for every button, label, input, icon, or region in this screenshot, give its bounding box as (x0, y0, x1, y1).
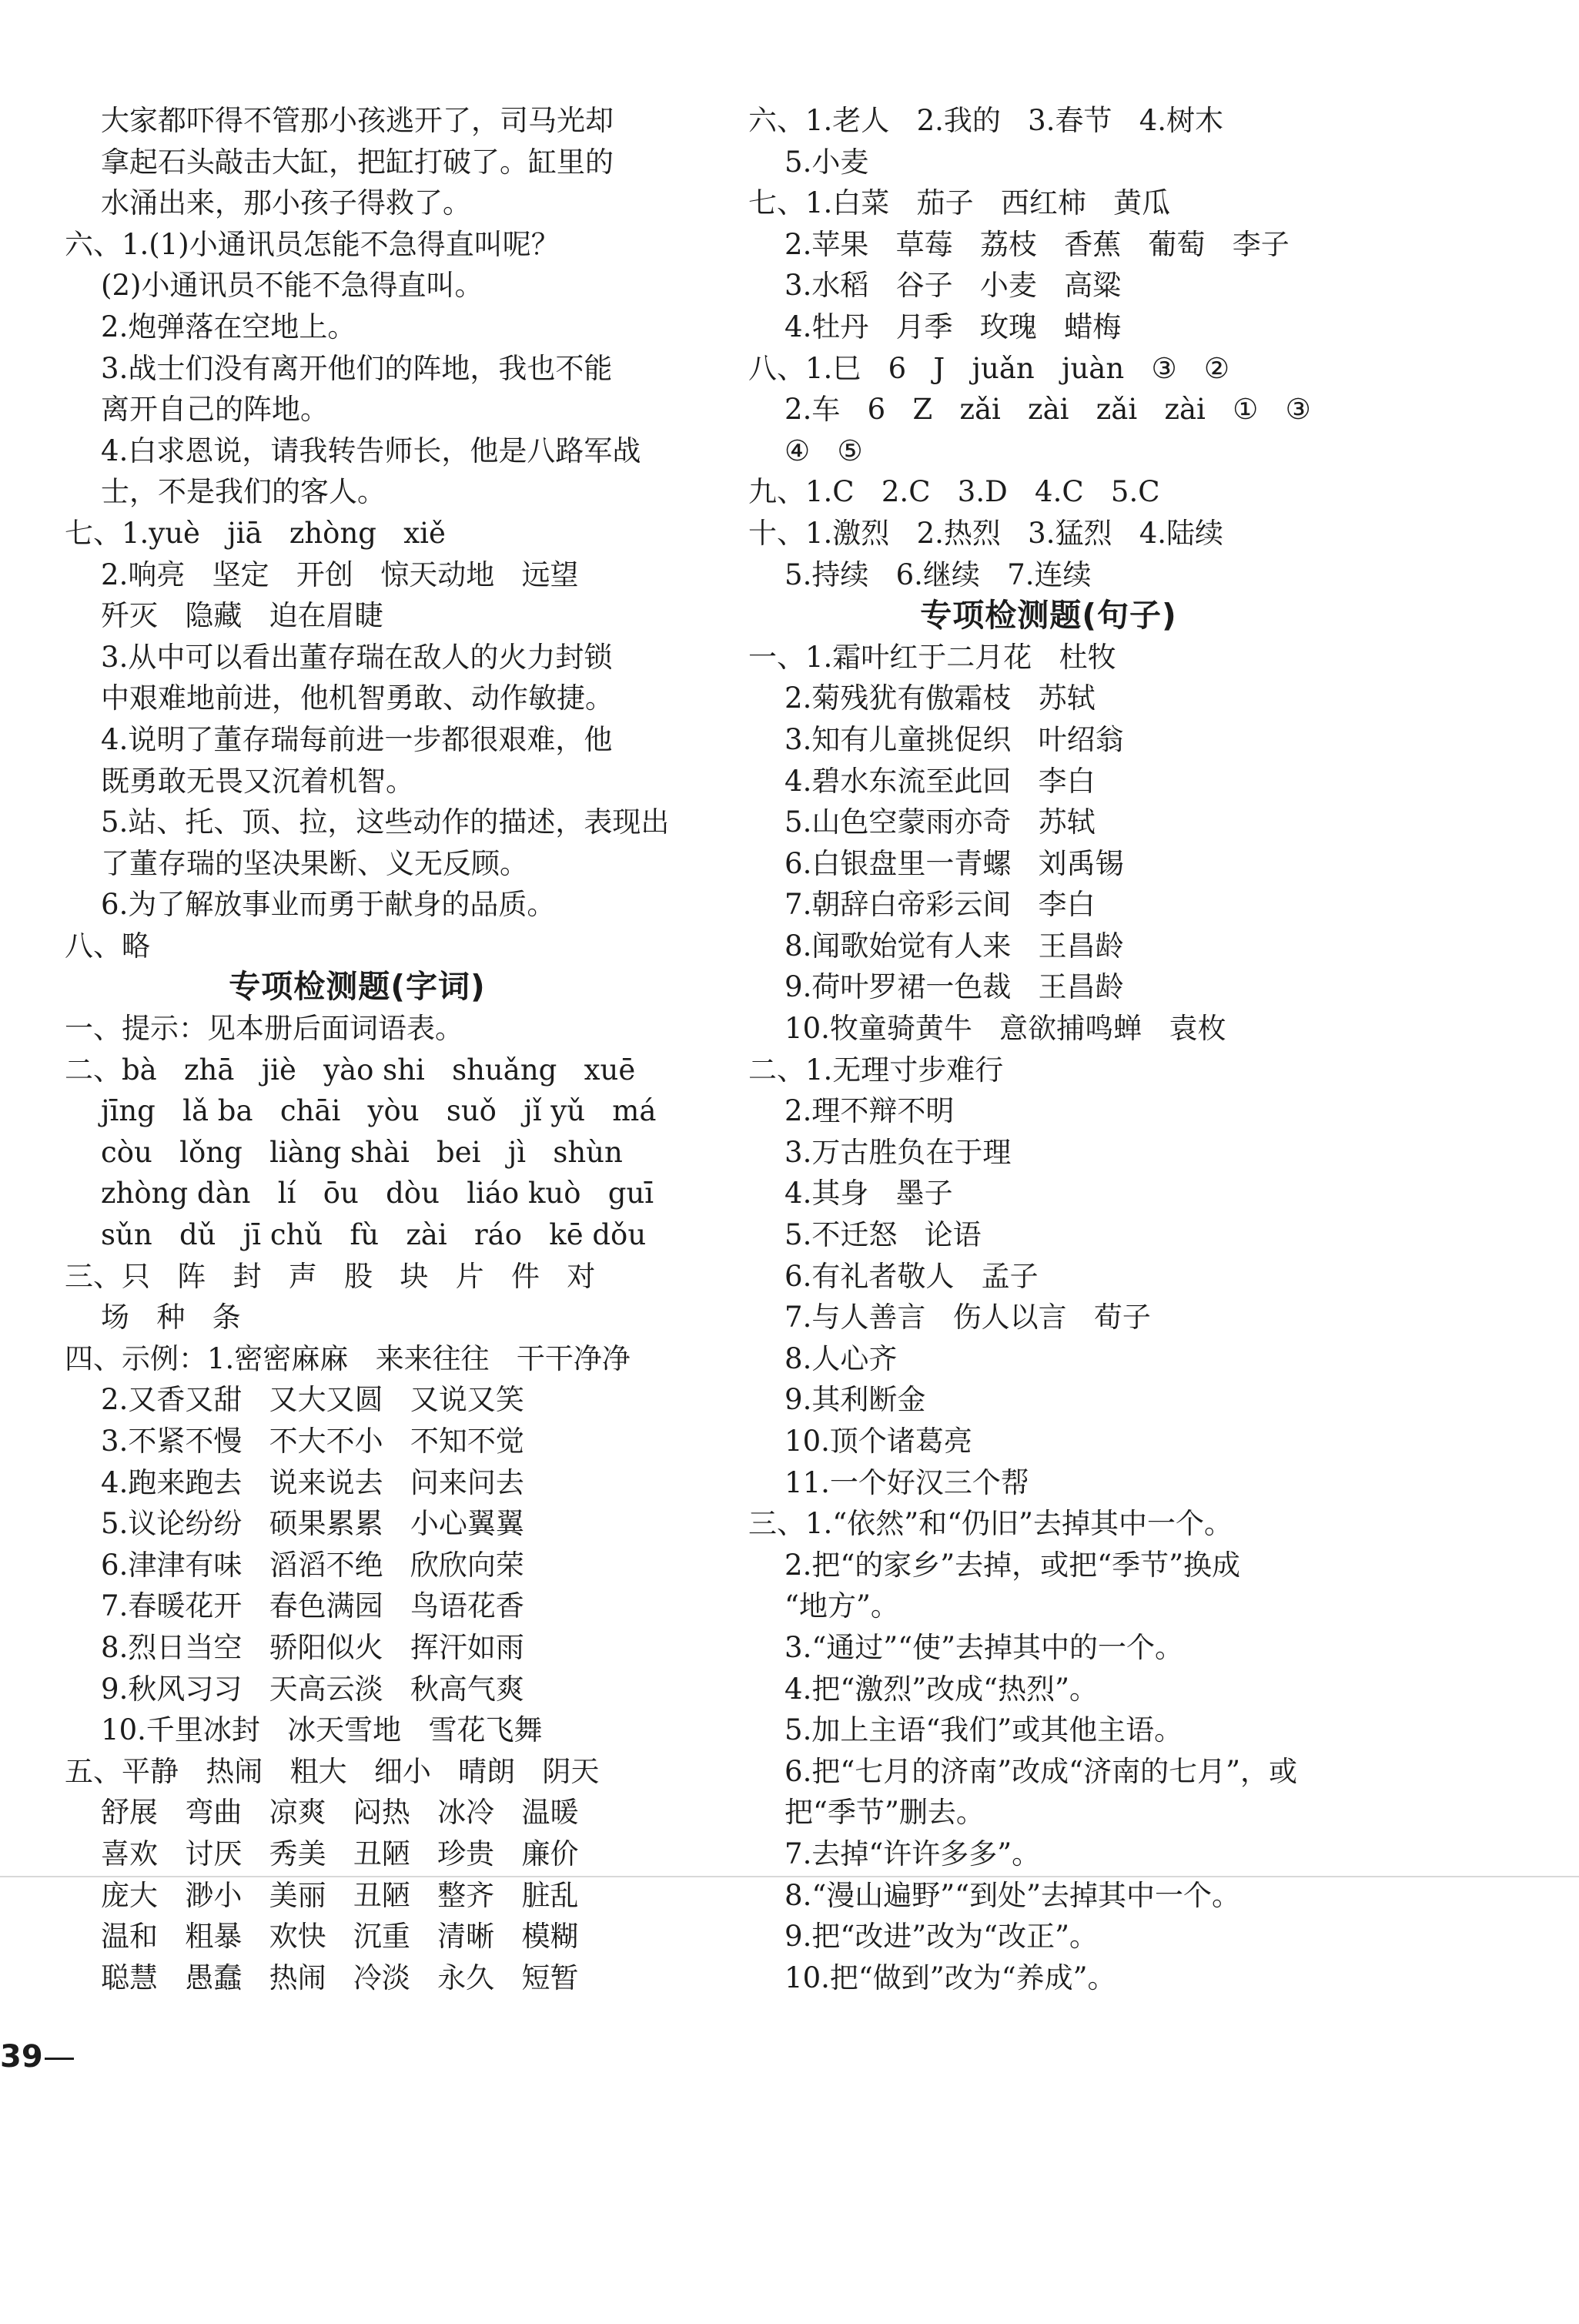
answer-line: 9.秋风习习 天高云淡 秋高气爽 (65, 1672, 524, 1706)
answer-line: 三、只 阵 封 声 股 块 片 件 对 (65, 1259, 596, 1293)
left-answer-column (65, 100, 670, 1998)
answer-line: 士，不是我们的客人。 (65, 475, 386, 509)
section-heading: 专项检测题(句子) (920, 597, 1177, 635)
answer-line: 十、1.激烈 2.热烈 3.猛烈 4.陆续 (748, 516, 1224, 550)
answer-line: 温和 粗暴 欢快 沉重 清晰 模糊 (65, 1920, 579, 1954)
answer-line: 2.又香又甜 又大又圆 又说又笑 (65, 1383, 524, 1417)
answer-line: 七、1.yuè jiā zhòng xiě (65, 516, 446, 550)
scan-fold-line (0, 1876, 1579, 1877)
answer-line: 既勇敢无畏又沉着机智。 (65, 764, 415, 798)
answer-line: 5.加上主语“我们”或其他主语。 (748, 1713, 1183, 1747)
answer-line: 5.站、托、顶、拉，这些动作的描述，表现出 (65, 805, 670, 839)
answer-line: 8.闻歌始觉有人来 王昌龄 (748, 929, 1124, 963)
answer-line: 场 种 条 (65, 1301, 241, 1334)
answer-line: 三、1.“依然”和“仍旧”去掉其中一个。 (748, 1507, 1233, 1541)
answer-line: zhòng dàn lí ōu dòu liáo kuò guī (65, 1177, 654, 1211)
answer-line: 四、示例：1.密密麻麻 来来往往 干干净净 (65, 1341, 631, 1375)
answer-line: “地方”。 (748, 1589, 899, 1623)
answer-line: 3.战士们没有离开他们的阵地，我也不能 (65, 351, 613, 385)
answer-line: 一、1.霜叶红于二月花 杜牧 (748, 640, 1116, 674)
answer-line: 5.山色空蒙雨亦奇 苏轼 (748, 805, 1096, 839)
answer-line: 5.议论纷纷 硕果累累 小心翼翼 (65, 1507, 524, 1541)
answer-line: 8.“漫山遍野”“到处”去掉其中一个。 (748, 1878, 1241, 1912)
answer-line: 4.把“激烈”改成“热烈”。 (748, 1672, 1099, 1706)
answer-line: ④ ⑤ (748, 434, 863, 467)
answer-line: 六、1.老人 2.我的 3.春节 4.树木 (748, 104, 1224, 137)
answer-line: 3.从中可以看出董存瑞在敌人的火力封锁 (65, 640, 613, 674)
answer-line: 10.顶个诸葛亮 (748, 1425, 972, 1458)
answer-line: 6.把“七月的济南”改成“济南的七月”，或 (748, 1754, 1298, 1788)
answer-line: 2.炮弹落在空地上。 (65, 310, 356, 343)
answer-line: 11.一个好汉三个帮 (748, 1465, 1029, 1499)
answer-line: (2)小通讯员不能不急得直叫。 (65, 269, 483, 303)
answer-line: 八、略 (65, 929, 150, 963)
answer-line: 7.春暖花开 春色满园 鸟语花香 (65, 1589, 524, 1623)
answer-line: 4.跑来跑去 说来说去 问来问去 (65, 1465, 524, 1499)
answer-line: 庞大 渺小 美丽 丑陋 整齐 脏乱 (65, 1878, 579, 1912)
answer-line: 拿起石头敲击大缸，把缸打破了。缸里的 (65, 145, 614, 179)
answer-line: 4.说明了董存瑞每前进一步都很艰难，他 (65, 722, 613, 756)
answer-line: 五、平静 热闹 粗大 细小 晴朗 阴天 (65, 1754, 600, 1788)
answer-line: 歼灭 隐藏 迫在眉睫 (65, 599, 383, 633)
answer-line: 4.牡丹 月季 玫瑰 蜡梅 (748, 310, 1122, 343)
answer-line: 聪慧 愚蠢 热闹 冷淡 永久 短暂 (65, 1961, 579, 1994)
answer-line: 七、1.白菜 茄子 西红柿 黄瓜 (748, 186, 1171, 220)
page-number: 39 (0, 2039, 43, 2075)
answer-line: 2.理不辩不明 (748, 1094, 955, 1128)
answer-line: 3.万古胜负在于理 (748, 1135, 1012, 1169)
answer-line: 10.牧童骑黄牛 意欲捕鸣蝉 袁枚 (748, 1012, 1226, 1046)
answer-line: 二、1.无理寸步难行 (748, 1053, 1004, 1087)
answer-line: 3.“通过”“使”去掉其中的一个。 (748, 1630, 1184, 1664)
answer-line: sǔn dǔ jī chǔ fù zài ráo kē dǒu (65, 1218, 647, 1252)
answer-line: 6.为了解放事业而勇于献身的品质。 (65, 888, 556, 922)
answer-line: 4.白求恩说，请我转告师长，他是八路军战 (65, 434, 641, 467)
page-number-dash (45, 2058, 74, 2060)
section-heading: 专项检测题(字词) (229, 968, 486, 1006)
answer-line: 8.烈日当空 骄阳似火 挥汗如雨 (65, 1630, 524, 1664)
answer-line: 7.朝辞白帝彩云间 李白 (748, 888, 1096, 922)
answer-line: 大家都吓得不管那小孩逃开了，司马光却 (65, 104, 614, 137)
answer-line: 7.去掉“许许多多”。 (748, 1837, 1041, 1870)
answer-line: 4.碧水东流至此回 李白 (748, 764, 1096, 798)
answer-line: 5.小麦 (748, 145, 869, 179)
right-answer-column (748, 100, 1349, 1998)
answer-line: còu lǒng liàng shài bei jì shùn (65, 1135, 623, 1169)
answer-line: 离开自己的阵地。 (65, 393, 330, 427)
answer-line: 九、1.C 2.C 3.D 4.C 5.C (748, 475, 1160, 509)
answer-line: 2.车 6 Z zǎi zài zǎi zài ① ③ (748, 393, 1311, 427)
answer-line: 10.把“做到”改为“养成”。 (748, 1961, 1116, 1994)
answer-line: 9.其利断金 (748, 1383, 926, 1417)
answer-line: 喜欢 讨厌 秀美 丑陋 珍贵 廉价 (65, 1837, 579, 1870)
answer-line: 8.人心齐 (748, 1341, 898, 1375)
answer-line: 八、1.巳 6 J juǎn juàn ③ ② (748, 351, 1230, 385)
answer-line: 6.津津有味 滔滔不绝 欣欣向荣 (65, 1548, 524, 1582)
answer-line: 舒展 弯曲 凉爽 闷热 冰冷 温暖 (65, 1796, 579, 1830)
answer-line: 水涌出来，那小孩子得救了。 (65, 186, 472, 220)
answer-line: 3.知有儿童挑促织 叶绍翁 (748, 722, 1124, 756)
answer-line: 中艰难地前进，他机智勇敢、动作敏捷。 (65, 681, 614, 715)
answer-line: jīng lǎ ba chāi yòu suǒ jǐ yǔ má (65, 1094, 657, 1128)
answer-line: 2.响亮 坚定 开创 惊天动地 远望 (65, 558, 579, 591)
answer-line: 9.荷叶罗裙一色裁 王昌龄 (748, 970, 1124, 1004)
answer-line: 2.菊残犹有傲霜枝 苏轼 (748, 681, 1096, 715)
answer-line: 5.持续 6.继续 7.连续 (748, 558, 1092, 591)
answer-line: 7.与人善言 伤人以言 荀子 (748, 1301, 1151, 1334)
answer-line: 9.把“改进”改为“改正”。 (748, 1920, 1099, 1954)
answer-line: 2.把“的家乡”去掉，或把“季节”换成 (748, 1548, 1241, 1582)
answer-line: 6.有礼者敬人 孟子 (748, 1259, 1039, 1293)
answer-line: 6.白银盘里一青螺 刘禹锡 (748, 846, 1124, 880)
answer-line: 六、1.(1)小通讯员怎能不急得直叫呢？ (65, 227, 560, 261)
answer-line: 4.其身 墨子 (748, 1177, 953, 1211)
answer-line: 二、bà zhā jiè yào shi shuǎng xuē (65, 1053, 636, 1087)
answer-line: 10.千里冰封 冰天雪地 雪花飞舞 (65, 1713, 543, 1747)
answer-line: 3.水稻 谷子 小麦 高粱 (748, 269, 1122, 303)
answer-line: 了董存瑞的坚决果断、义无反顾。 (65, 846, 529, 880)
answer-line: 2.苹果 草莓 荔枝 香蕉 葡萄 李子 (748, 227, 1290, 261)
answer-line: 3.不紧不慢 不大不小 不知不觉 (65, 1425, 524, 1458)
answer-line: 一、提示：见本册后面词语表。 (65, 1012, 463, 1046)
answer-line: 5.不迁怒 论语 (748, 1218, 982, 1252)
answer-line: 把“季节”删去。 (748, 1796, 985, 1830)
